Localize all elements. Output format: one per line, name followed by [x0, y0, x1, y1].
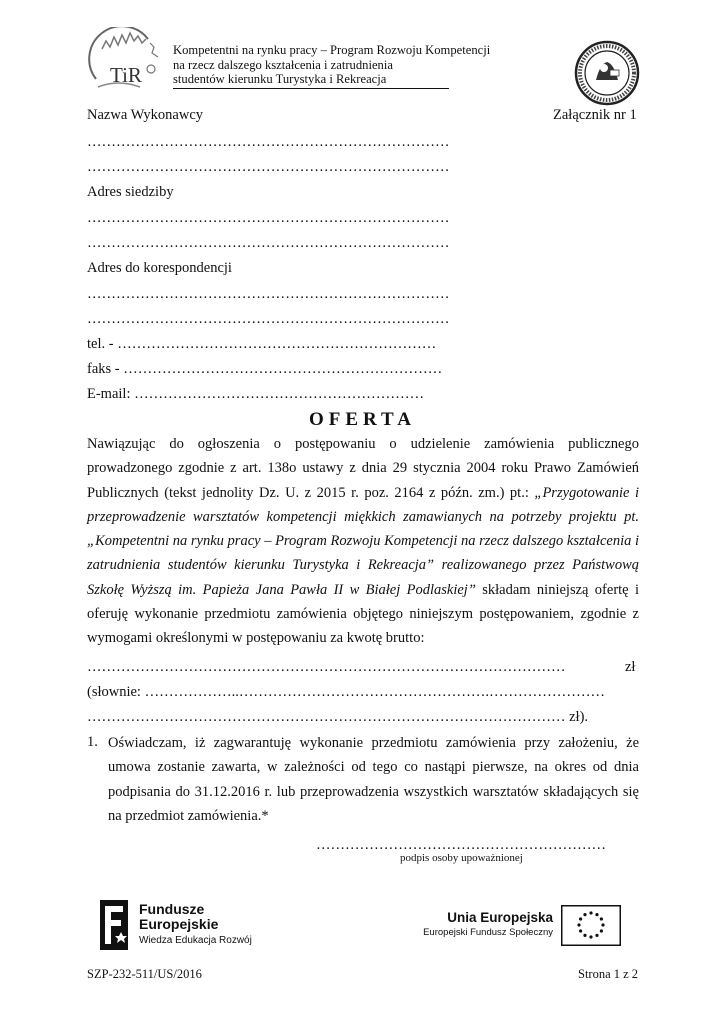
eu-flag — [561, 905, 621, 946]
amount-unit: zł — [625, 659, 636, 675]
email-field[interactable]: E-mail: …………………………………………………… — [87, 386, 425, 402]
annex-label: Załącznik nr 1 — [553, 107, 637, 123]
offer-paragraph — [87, 432, 639, 651]
tir-logo-text: TiR — [110, 63, 142, 87]
eu-text-block — [418, 910, 553, 940]
contractor-name-line-1[interactable]: ………………………………………………………………… — [87, 134, 450, 150]
statement-number: 1. — [87, 734, 98, 750]
fe-line-2: Europejskie — [139, 916, 219, 932]
contractor-name-label: Nazwa Wykonawcy — [87, 107, 204, 123]
header-line-1: Kompetentni na rynku pracy – Program Rozwoju Kompetencji — [173, 43, 491, 57]
tel-field[interactable]: tel. - ………………………………………………………… — [87, 336, 437, 352]
address-line-2[interactable]: ………………………………………………………………… — [87, 235, 450, 251]
signature-line[interactable]: …………………………………………………… — [316, 837, 606, 853]
fe-line-3: Wiedza Edukacja Rozwój — [139, 935, 252, 946]
offer-subject: „Przygotowanie i przeprowadzenie warsztatów kompetencji miękkich zamawianych na potrzeby projektu pt. „Kompetentni na rynku pracy – Program Rozwoju Kompetencji na rzecz dalszego kształcenia i zatrudnienia studentów kierunku Turystyka i Rekreacja” realizowanego przez Państwową Szkołę Wyższą im. Papieża Jana Pawła II w Białej Podlaskiej” — [87, 484, 640, 598]
correspondence-line-2[interactable]: ………………………………………………………………… — [87, 311, 450, 327]
eu-line-1: Unia Europejska — [447, 910, 553, 925]
offer-title: OFERTA — [308, 409, 417, 430]
correspondence-line-1[interactable]: ………………………………………………………………… — [87, 286, 450, 302]
amount-words-line-2[interactable]: ……………………………………………………………………………………… zł). — [87, 709, 589, 725]
project-header — [173, 43, 490, 87]
signature-label: podpis osoby upoważnionej — [400, 852, 523, 864]
university-seal — [574, 40, 640, 106]
amount-field[interactable]: ……………………………………………………………………………………… — [87, 659, 566, 675]
amount-words-field[interactable]: (słownie: ………………..…………………………………………….…………………… — [87, 684, 605, 700]
fax-field[interactable]: faks - ………………………………………………………… — [87, 361, 443, 377]
address-line-1[interactable]: ………………………………………………………………… — [87, 210, 450, 226]
fe-line-1: Fundusze — [139, 901, 205, 917]
header-line-2: na rzecz dalszego kształcenia i zatrudnienia — [173, 57, 393, 72]
offer-rest: składam niniejszą ofertę i oferuję wykonanie przedmiotu zamówienia objętego niniejszym postępowaniem, zgodnie z wymogami określonymi w postępowaniu za kwotę brutto: — [87, 581, 639, 647]
address-label: Adres siedziby — [87, 184, 174, 200]
eu-line-2: Europejski Fundusz Społeczny — [423, 927, 553, 938]
header-line-3: studentów kierunku Turystyka i Rekreacja — [173, 72, 387, 86]
reference-number: SZP-232-511/US/2016 — [87, 967, 202, 981]
fundusze-europejskie-logo — [97, 898, 257, 954]
offer-intro: Nawiązując do ogłoszenia o postępowaniu o udzielenie zamówienia publicznego prowadzonego zgodnie z art. 138o ustawy z dnia 29 stycznia 2004 roku Prawo Zamówień Publicznych (tekst jednolity Dz. U. z 2015 r. poz. 2164 z późn. zm.) pt.: — [87, 436, 639, 501]
correspondence-label: Adres do korespondencji — [87, 260, 232, 276]
statement-text: Oświadczam, iż zagwarantuję wykonanie przedmiotu zamówienia przy założeniu, że umowa zostanie zawarta, w zależności od tego co nastąpi pierwsze, na okres od dnia podpisania do 31.12.2016 r. lub przeprowadzenia wszystkich warsztatów składających się na przedmiot zamówienia.* — [108, 735, 639, 824]
contractor-name-line-2[interactable]: ………………………………………………………………… — [87, 159, 450, 175]
tir-logo — [88, 27, 166, 99]
page-number: Strona 1 z 2 — [578, 967, 639, 981]
header-rule — [173, 88, 449, 89]
